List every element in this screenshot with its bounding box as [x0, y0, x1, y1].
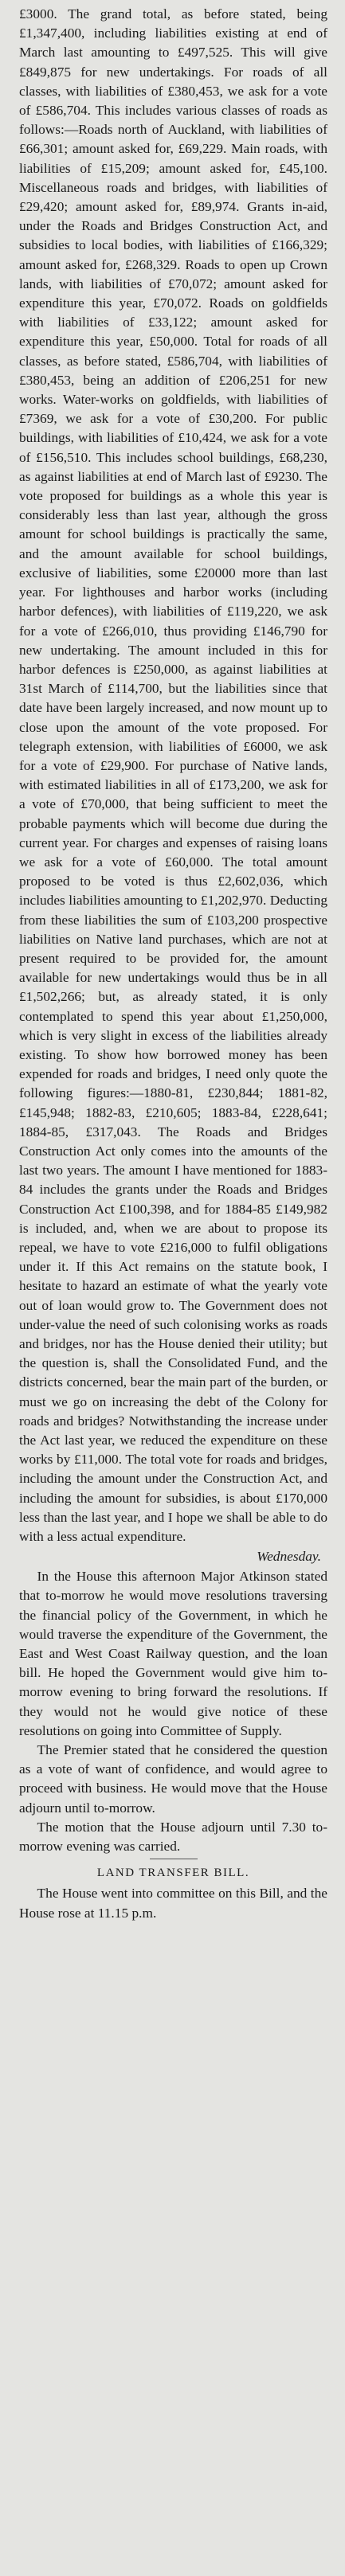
- section-heading: LAND TRANSFER BILL.: [96, 1867, 250, 1880]
- article-paragraph-budget: £3000. The grand total, as before stated, being £1,347,400, including liabilities existing at end of March last amounting to £497,525. This will give £849,875 for new undertakings. For roads of all classes, with liabilities of £380,453, we ask for a vote of £586,704. This includes various classes of roads as follows:—Roads north of Auckland, with liabilities of £66,301; amount asked for, £69,229. Main roads, with liabilities of £15,209; amount asked for, £45,100. Miscellaneous roads and bridges, with liabilities of £29,420; amount asked for, £89,974. Grants in-aid, under the Roads and Bridges Construction Act, and subsidies to local bodies, with liabilities of £166,329; amount asked for, £268,329. Roads to open up Crown lands, with liabilities of £70,072; amount asked for expenditure this year, £70,072. Roads on goldfields with liabilities of £33,122; amount asked for expenditure this year, £50,000. Total for roads of all classes, as before stated, £586,704, with liabilities of £380,453, being an addition of £206,251 for new works. Water-works on goldfields, with liabilities of £7369, we ask for a vote of £30,200. For public buildings, with liabilities of £10,424, we ask for a vote of £156,510. This includes school buildings, £68,230, as against liabilities at end of March last of £9230. The vote proposed for buildings as a whole this year is considerably less than last year, although the gross amount for school buildings is practically the same, and the amount available for school buildings, exclusive of liabilities, some £20000 more than last year. For lighthouses and harbor works (including harbor defences), with liabilities of £119,220, we ask for a vote of £266,010, thus providing £146,790 for new undertaking. The amount included in this for harbor defences is £250,000, as against liabilities at 31st March of £114,700, but the liabilities since that date have been largely increased, and now mount up to close upon the amount of the vote proposed. For telegraph extension, with liabilities of £6000, we ask for a vote of £29,900. For purchase of Native lands, with estimated liabilities in all of £173,200, we ask for a vote of £70,000, that being sufficient to meet the probable payments which will become due during the current year. For charges and expenses of raising loans we ask for a vote of £60,000. The total amount proposed to be voted is thus £2,602,036, which includes liabilities amounting to £1,202,970. Deducting from these liabilities the sum of £103,200 prospective liabilities on Native land purchases, which are not at present required to be provided for, the amount available for new undertakings would thus be in all £1,502,266; but, as already stated, it is only contemplated to spend this year about £1,250,000, which is very slight in excess of the liabilities already existing. To show how borrowed money has been expended for roads and bridges, I need only quote the following figures:—1880-81, £230,844; 1881-82, £145,948; 1882-83, £210,605; 1883-84, £228,641; 1884-85, £317,043. The Roads and Bridges Construction Act only comes into the amounts of the last two years. The amount I have mentioned for 1883-84 includes the grants under the Roads and Bridges Construction Act £100,398, and for 1884-85 £149,982 is included, and, when we are about to propose its repeal, we have to vote £216,000 to fulfil obligations under it. If this Act remains on the statute book, I hesitate to hazard an estimate of what the yearly vote out of loan would grow to. The Government does not under-value the need of such colonising works as roads and bridges, nor has the House denied their utility; but the question is, shall the Consolidated Fund, and the districts concerned, bear the main part of the burden, or must we go on increasing the debt of the Colony for roads and bridges? Notwithstanding the increase under the Act last year, we reduced the expenditure on these works by £11,000. The total vote for roads and bridges, including the amount under the Construction Act, and including the amount for subsidies, is about £170,000 less than the last year, and I hope we shall be able to do with a less actual expenditure.: [19, 6, 327, 1545]
- article-paragraph-premier: The Premier stated that he considered the question as a vote of want of confidence, and would agree to proceed with business. He would move that the House adjourn until to-morrow.: [19, 1742, 327, 1816]
- article-paragraph-house-afternoon: In the House this afternoon Major Atkinson stated that to-morrow he would move resolutions traversing the financial policy of the Government, in which he would traverse the expenditure of the Government, the East and West Coast Railway question, and the loan bill. He hoped the Government would give him to-morrow evening to bring forward the resolutions. If they would not he would give notice of these resolutions on going into Committee of Supply.: [19, 1569, 327, 1738]
- article-paragraph-adjourn-motion: The motion that the House adjourn until 7.30 to-morrow evening was carried.: [19, 1819, 327, 1855]
- dateline: Wednesday.: [257, 1549, 321, 1565]
- article-paragraph-land-transfer: The House went into committee on this Bill, and the House rose at 11.15 p.m.: [19, 1886, 327, 1921]
